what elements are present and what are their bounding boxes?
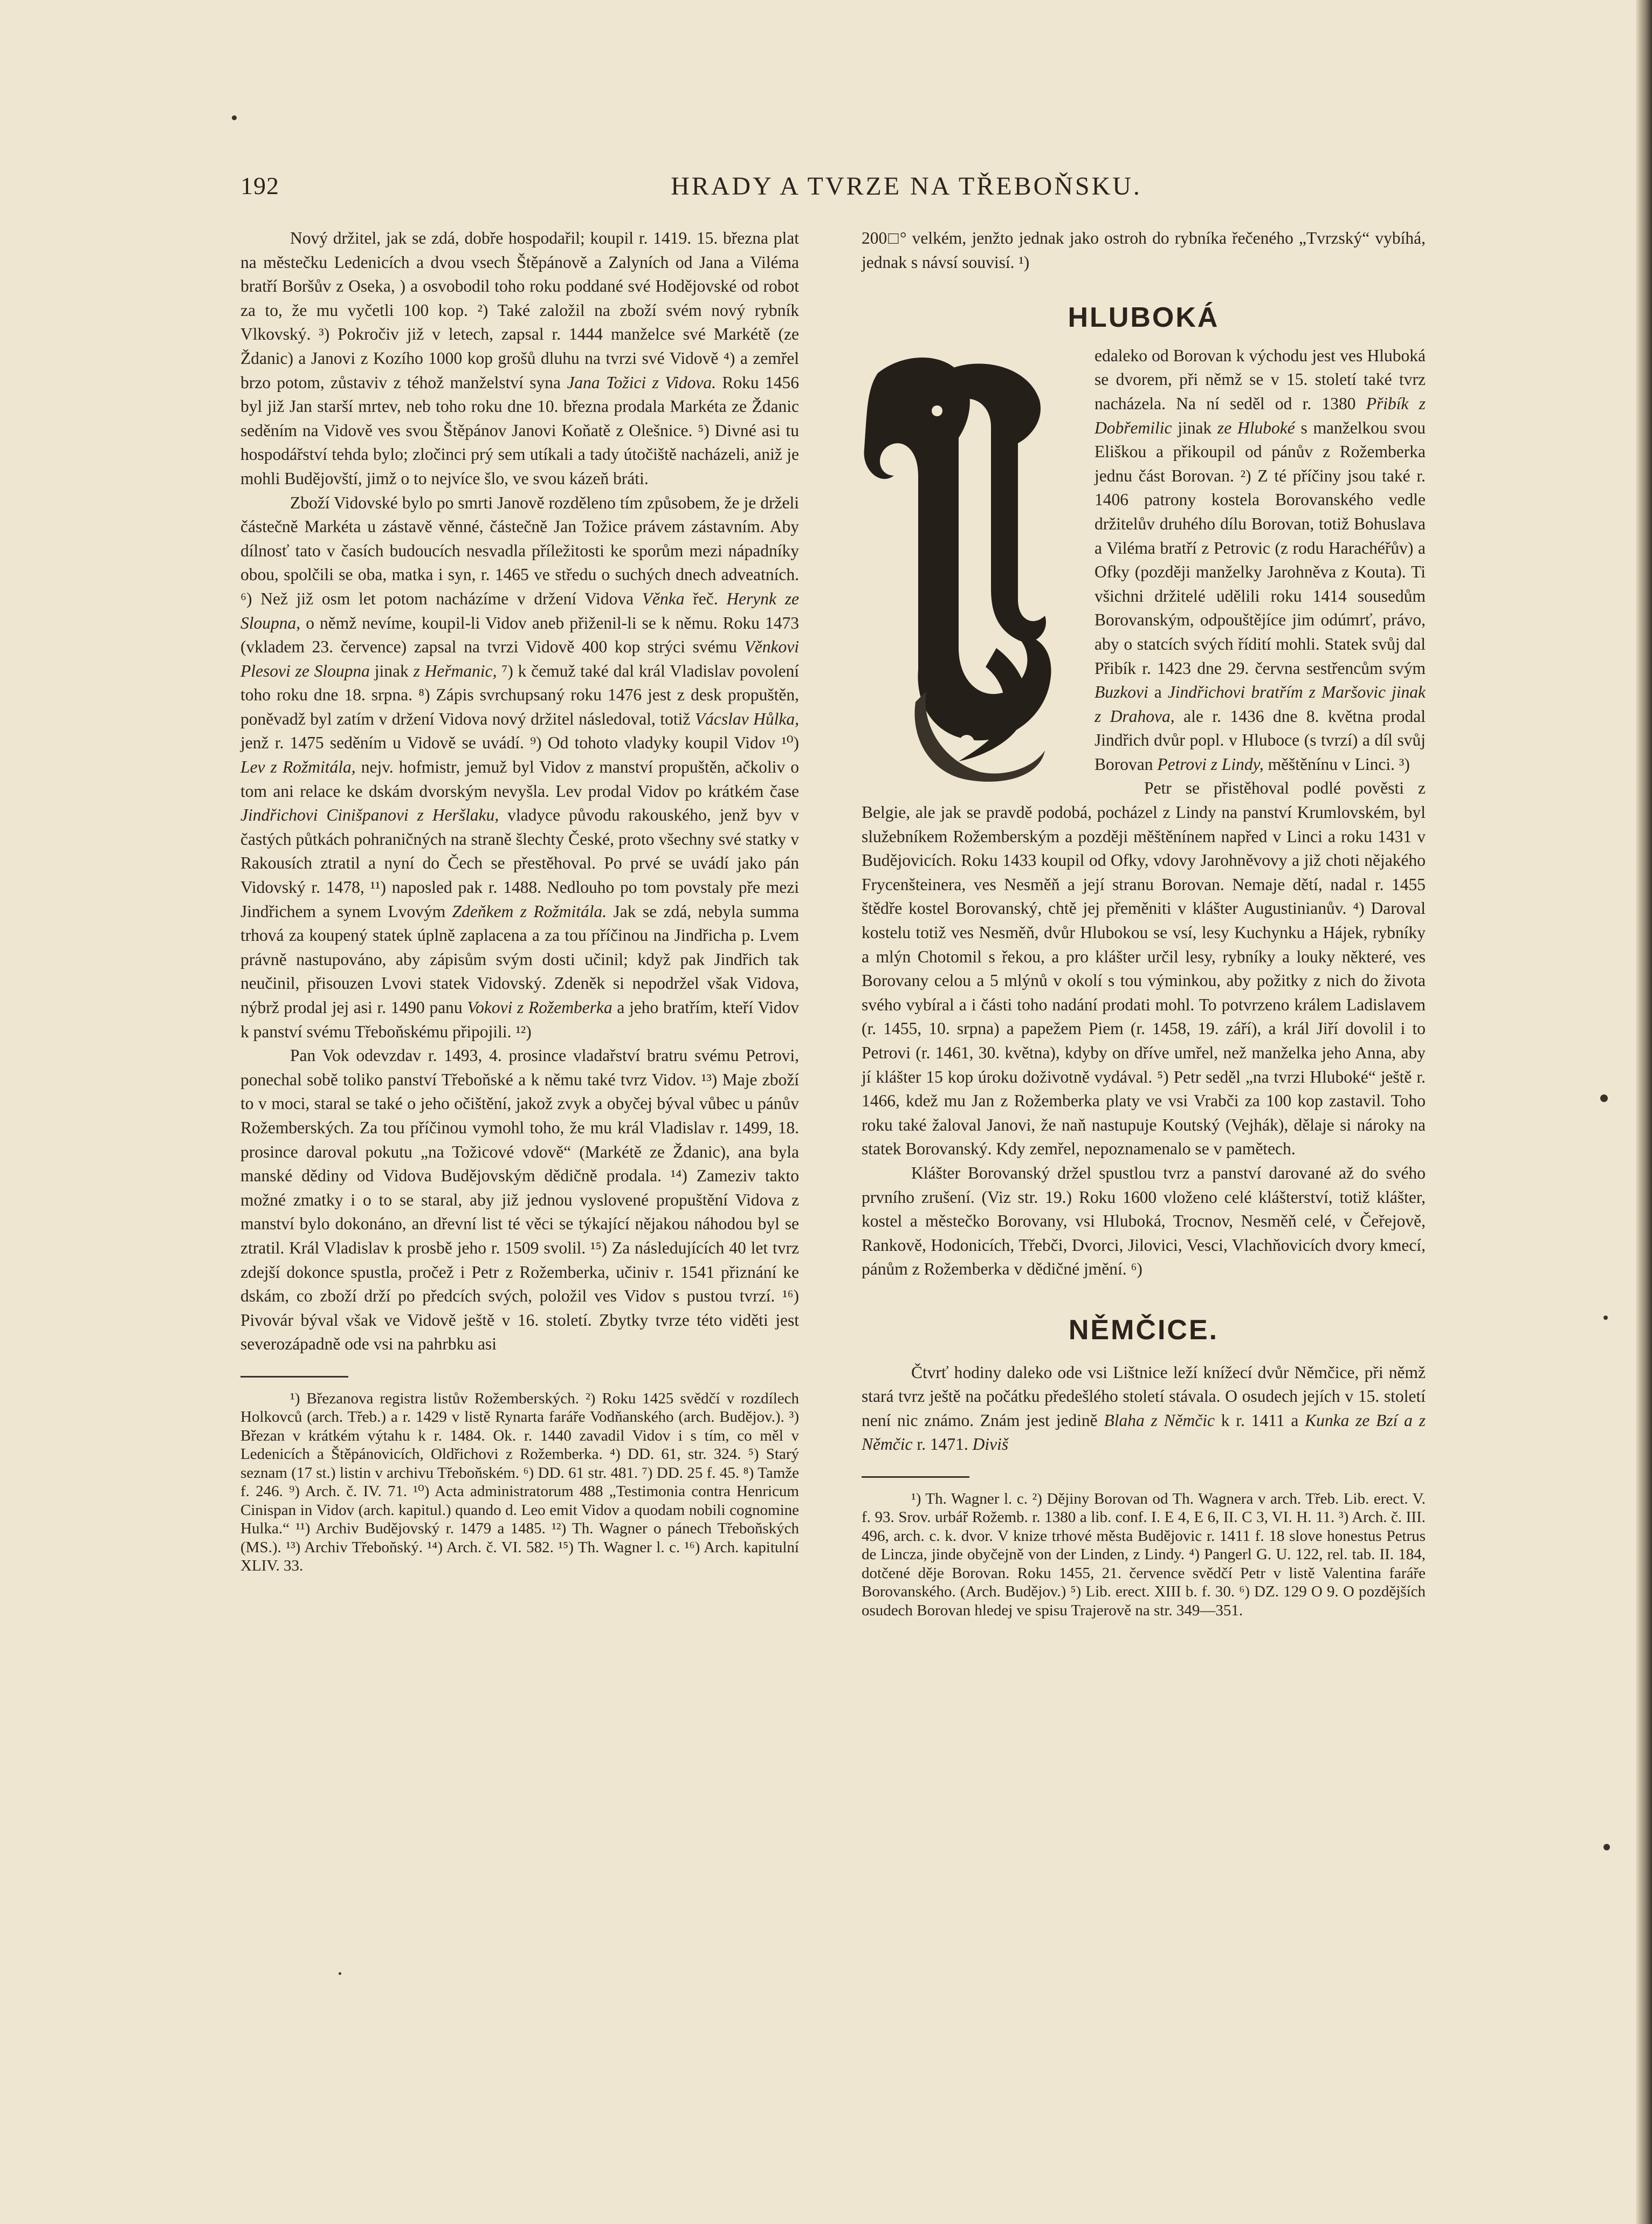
section-heading-hluboka: HLUBOKÁ bbox=[1068, 302, 1220, 334]
paragraph: edaleko od Borovan k východu jest ves Hluboká se dvorem, při němž se v 15. století také tvrz nacházela. Na ní seděl od r. 1380 Přibík z Dobřemilic jinak ze Hluboké s manželkou svou Eliškou a přikoupil od pánův z Rožemberka jednu část Borovan. ²) Z té příčiny jsou také r. 1406 patrony kostela Borovanského vedle držitelův druhého dílu Borovan, totiž Bohuslava a Viléma bratří z Petrovic (z rodu Harachéřův) a Ofky (později manželky Jarohněva z Kouta). Ti všichni držitelé udělili roku 1414 sousedům Borovanským, odpouštějíce jim odúmrť, právo, aby o statcích svých řídití mohli. Statek svůj dal Přibík r. 1423 dne 29. června sestřencům svým Buzkovi a Jindřichovi bratřím z Maršovic jinak z Drahova, ale r. 1436 dne 8. května prodal Jindřich dvůr popl. v Hluboce (s tvrzí) a díl svůj Borovan Petrovi z Lindy, měštěnínu v Linci. ³) bbox=[1095, 346, 1426, 774]
section-heading-nemcice: NĚMČICE. bbox=[1068, 1314, 1219, 1346]
paragraph: 200□° velkém, jenžto jednak jako ostroh do rybníka řečeného „Tvrzský“ vybíhá, jednak s návsí souvisí. ¹) bbox=[862, 229, 1426, 272]
footnote-rule bbox=[862, 1476, 969, 1478]
hluboka-section bbox=[862, 344, 1426, 777]
paragraph: Nový držitel, jak se zdá, dobře hospodařil; koupil r. 1419. 15. března plat na městečku Ledenicích a dvou vsech Štěpánově a Zalyních od Jana a Viléma bratří Boršův z Oseka, ) a osvobodil toho roku poddané své Hodějovské od robot za to, že mu vyčetli 100 kop. ²) Také založil na zboží svém nový rybník Vlkovský. ³) Pokročiv již v letech, zapsal r. 1444 manželce své Markétě (ze Ždanic) a Janovi z Kozího 1000 kop grošů dluhu na tvrzi své Vidově ⁴) a zemřel brzo potom, zůstaviv z téhož manželství syna Jana Tožici z Vidova. Roku 1456 byl již Jan starší mrtev, neb toho roku dne 10. března prodala Markéta ze Ždanic seděním na Vidově ves svou Štěpánov Janovi Koňatě z Olešnice. ⁵) Divné asi tu hospodářství tehda bylo; zločinci prý sem utíkali a tady útočiště nacházeli, aniž je mohli Budějovští, jimž o to nejvíce šlo, ve svou kázeň bráti. bbox=[240, 229, 800, 488]
paragraph: Čtvrť hodiny daleko ode vsi Lištnice leží knížecí dvůr Němčice, při němž stará tvrz ještě na počátku předešlého století stávala. O osudech jejích v 15. století není nic známo. Znám jest jedině Blaha z Němčic k r. 1411 a Kunka ze Bzí a z Němčic r. 1471. Diviš bbox=[862, 1362, 1426, 1454]
left-column bbox=[240, 226, 799, 1575]
footnotes bbox=[240, 1389, 799, 1575]
footnote-rule bbox=[240, 1376, 348, 1378]
paragraph: Klášter Borovanský držel spustlou tvrz a panství darované až do svého prvního zrušení. (Viz str. 19.) Roku 1600 vloženo celé klášterství, totiž klášter, kostel a městečko Borovany, vsi Hluboká, Trocnov, Nesměň celé, v Čeřejově, Rankově, Hodonicích, Třebči, Dvorci, Jilovici, Vesci, Vlachňovicích dvory kmecí, pánům z Rožemberka v dědičné jmění. ⁶) bbox=[862, 1163, 1426, 1279]
decorative-initial-n-icon bbox=[856, 346, 1083, 788]
paper-speck bbox=[1603, 1316, 1608, 1320]
right-column bbox=[862, 226, 1426, 1620]
paper-speck bbox=[339, 1972, 341, 1975]
paragraph: Pan Vok odevzdav r. 1493, 4. prosince vladařství bratru svému Petrovi, ponechal sobě toliko panství Třeboňské a k němu také tvrz Vidov. ¹³) Maje zboží to v moci, staral se také o jeho očištění, jakož zvyk a obyčej býval vůbec u pánův Rožemberských. Za tou příčinou vymohl toho, že mu král Vladislav r. 1499, 18. prosince daroval pokutu „na Tožicové vdově“ (Markétě ze Ždanic), ana byla manské dědiny od Vidova Budějovským dědičně prodala. ¹⁴) Zameziv takto možné zmatky i o to se staral, aby již jednou vyslovené propuštění Vidova z manství bylo dokonáno, an dřevní list té věci se týkající nějakou náhodou byl se ztratil. Král Vladislav k prosbě jeho r. 1509 svolil. ¹⁵) Za následujících 40 let tvrz zdejší dokonce spustla, pročež i Petr z Rožemberka, učiniv r. 1541 přiznání ke dskám, co zboží drží po předcích svých, položil ves Vidov s pustou tvrzí. ¹⁶) Pivovár býval však ve Vidově ještě v 16. století. Zbytky tvrze této viděti jest severozápadně ode vsi na pahrbku asi bbox=[240, 1046, 799, 1354]
page-header bbox=[240, 171, 1572, 204]
page-number: 192 bbox=[240, 172, 279, 199]
page-edge-shadow bbox=[1636, 0, 1652, 2224]
paragraph: Zboží Vidovské bylo po smrti Janově rozděleno tím způsobem, že je drželi částečně Markéta u zástavě věnné, částečně Jan Tožice právem zástavním. Aby dílnosť tato v časích budoucích nesvadla příležitosti ke sporům mezi nápadníky obou, spolčili se oba, matka i syn, r. 1465 ve středu o suchých dnech adveatních. ⁶) Než již osm let potom nacházíme v držení Vidova Věnka řeč. Herynk ze Sloupna, o němž nevíme, koupil-li Vidov aneb přiženil-li se k němu. Roku 1473 (vkladem 23. července) zapsal na tvrzi Vidově 400 kop strýci svému Věnkovi Plesovi ze Sloupna jinak z Heřmanic, ⁷) k čemuž také dal král Vladislav povolení toho roku dne 18. srpna. ⁸) Zápis svrchupsaný roku 1476 jest z desk propuštěn, poněvadž byl zatím v držení Vidova nový držitel následoval, totiž Vácslav Hůlka, jenž r. 1475 seděním u Vidově se uvádí. ⁹) Od tohoto vladyky koupil Vidov ¹⁰) Lev z Rožmitála, nejv. hofmistr, jemuž byl Vidov z manství propuštěn, ačkoliv o tom ani relace ke dskám dvorským nevyšla. Lev prodal Vidov po krátkém čase Jindřichovi Cinišpanovi z Heršlaku, vladyce původu rakouského, jenž byv v častých půtkách pohraničných na straně šlechty České, proto všechny své statky v Rakousích ztratil a nyní do Čech se přestěhoval. Po prvé se uvádí jako pán Vidovský r. 1478, ¹¹) naposled pak r. 1488. Nedlouho po tom povstaly pře mezi Jindřichem a synem Lvovým Zdeňkem z Rožmitála. Jak se zdá, nebyla summa trhová za koupený statek úplně zaplacena a za tou příčinou na Jindřicha p. Lvem právně nastupováno, aby zápisům svým dosti učinil; když pak Jindřich tak neučinil, přisouzen Lvovi statek Vidovský. Zdeněk si nepodržel však Vidova, nýbrž prodal jej asi r. 1490 panu Vokovi z Rožemberka a jeho bratřím, kteří Vidov k panství svému Třeboňskému připojili. ¹²) bbox=[240, 493, 799, 1041]
paper-speck bbox=[1600, 1094, 1608, 1102]
footnote-text: ¹) Th. Wagner l. c. ²) Dějiny Borovan od Th. Wagnera v arch. Třeb. Lib. erect. V. f. 93. Srov. urbář Rožemb. r. 1380 a lib. conf. I. E 4, E 6, II. C 3, VI. H. 11. ³) Arch. č. III. 496, arch. c. k. dvor. V knize trhové města Budějovic r. 1411 f. 18 slove honestus Petrus de Lincza, jinde obyčejně von der Linden, z Lindy. ⁴) Pangerl G. U. 122, rel. tab. II. 184, dotčené děje Borovan. Roku 1455, 21. července svědčí Petr v listě Valentina faráře Borovanského. (Arch. Budějov.) ⁵) Lib. erect. XIII b. f. 30. ⁶) DZ. 129 O 9. O pozdějších osudech Borovan hledej ve spisu Trajerově na str. 349—351. bbox=[862, 1490, 1426, 1619]
footnote-text: ¹) Březanova registra listův Rožemberských. ²) Roku 1425 svědčí v rozdílech Holkovců (arch. Třeb.) a r. 1429 v listě Rynarta faráře Vodňanského (arch. Budějov.). ³) Březan v krátkém výtahu k r. 1484. Ok. r. 1440 zavadil Vidov i s tím, co měl v Ledenicích a Štěpánovicích, Oldřichovi z Rožemberka. ⁴) DD. 61, str. 324. ⁵) Starý seznam (17 st.) listin v archivu Třeboňském. ⁶) DD. 61 str. 481. ⁷) DD. 25 f. 45. ⁸) Tamže f. 246. ⁹) Arch. č. IV. 71. ¹⁰) Acta administratorum 488 „Testimonia contra Henricum Cinispan in Vidov (arch. kapitul.) quando d. Leo emit Vidov a quodam nobili cognomine Hulka.“ ¹¹) Archiv Budějovský r. 1479 a 1485. ¹²) Th. Wagner o pánech Třeboňských (MS.). ¹³) Archiv Třeboňský. ¹⁴) Arch. č. VI. 582. ¹⁵) Th. Wagner l. c. ¹⁶) Arch. kapitulní XLIV. 33. bbox=[240, 1389, 799, 1575]
paper-speck bbox=[1603, 1844, 1610, 1850]
footnotes bbox=[862, 1490, 1426, 1620]
paragraph: Petr se přistěhoval podlé pověsti z Belgie, ale jak se pravdě podobá, pocházel z Lindy na panství Krumlovském, byl služebníkem Rožemberským a později měštěnínem napřed v Linci a roku 1431 v Budějovicích. Roku 1433 koupil od Ofky, vdovy Jarohněvovy a již choti nějakého Frycenšteinera, ves Nesměň a její stranu Borovan. Nemaje dětí, nadal r. 1455 štědře kostel Borovanský, chtě jej přeměniti v klášter Augustinianův. ⁴) Daroval kostelu totiž ves Nesměň, dvůr Hlubokou se vsí, lesy Kuchynku a Hájek, rybníky a mlýn Chotomil s řekou, a pro klášter určil lesy, rybníky a louky některé, ves Borovany celou a 5 mlýnů v okolí s tou výminkou, aby požitky z nich do života svého vybíral a i části toho nadání prodati mohl. To potvrzeno králem Ladislavem (r. 1455, 10. srpna) a papežem Piem (r. 1458, 19. září), a král Jiří dovolil i to Petrovi (r. 1461, 30. května), kdyby on dříve umřel, než manželka jeho Anna, aby jí klášter 15 kop úroku doživotně vydával. ⁵) Petr seděl „na tvrzi Hluboké“ ještě r. 1466, kdež mu Jan z Rožemberka platy ve vsi Vrabči za 100 kop zastavil. Toho roku také žaloval Janovi, že naň nastupuje Koutský (Vejhák), dělaje si nároky na statek Borovanský. Kdy zemřel, nepoznamenalo se v pamětech. bbox=[862, 779, 1426, 1159]
running-title: HRADY A TVRZE NA TŘEBOŇSKU. bbox=[671, 172, 1142, 201]
paper-speck bbox=[232, 115, 237, 120]
